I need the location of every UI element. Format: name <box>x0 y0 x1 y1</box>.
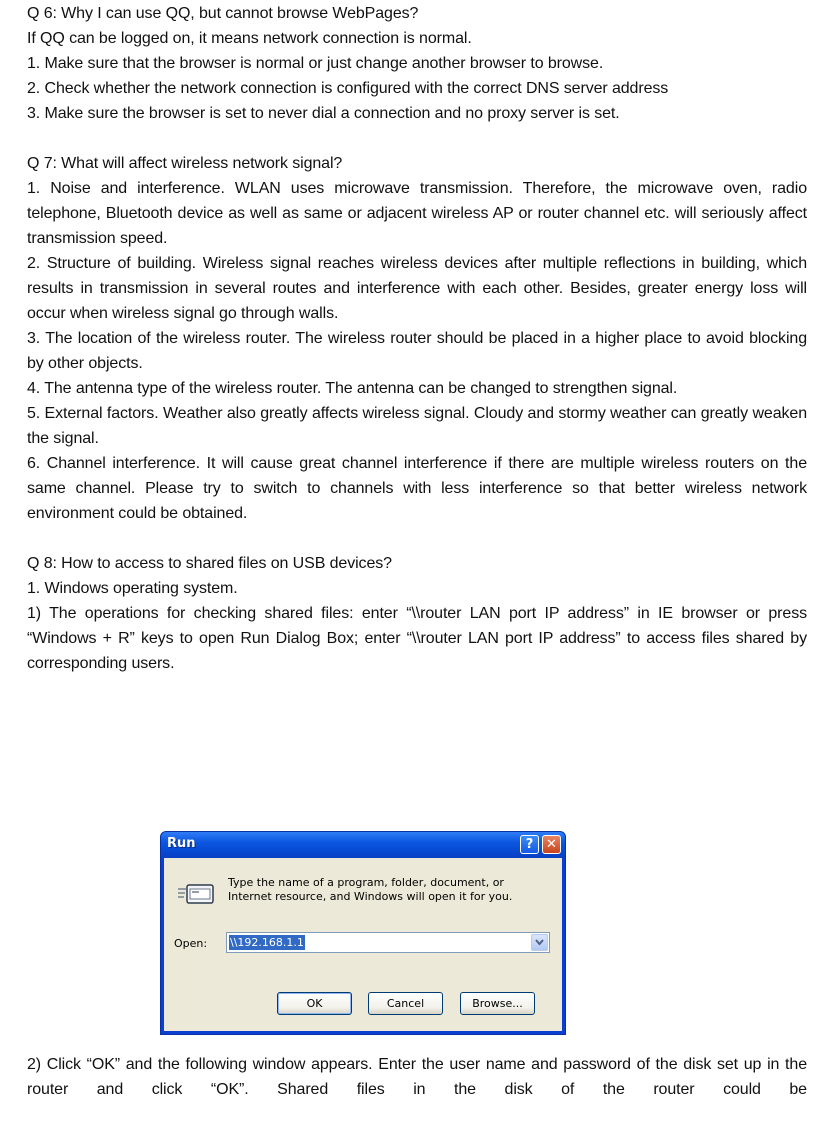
close-icon[interactable]: ✕ <box>542 835 561 854</box>
q6-item-1: 1. Make sure that the browser is normal or just change another browser to browse. <box>27 55 604 72</box>
q7-item-3: 3. The location of the wireless router. The wireless router should be placed in a higher place to avoid blocking by other objects. <box>27 330 807 372</box>
q8-step-2-block <box>27 1052 807 1102</box>
open-input[interactable]: \\192.168.1.1 <box>230 936 304 949</box>
run-titlebar[interactable] <box>161 832 565 858</box>
q6-item-3: 3. Make sure the browser is set to never dial a connection and no proxy server is set. <box>27 105 620 122</box>
q7-item-4: 4. The antenna type of the wireless router. The antenna can be changed to strengthen signal. <box>27 380 678 397</box>
q7-question: Q 7: What will affect wireless network signal? <box>27 155 343 172</box>
browse-button[interactable]: Browse... <box>460 992 535 1015</box>
q8-question: Q 8: How to access to shared files on USB devices? <box>27 555 392 572</box>
q7-item-2: 2. Structure of building. Wireless signal reaches wireless devices after multiple reflections in building, which results in transmission in several routes and interference with each other. Besides, greater energy loss will occur when wireless signal go through walls. <box>27 255 807 322</box>
run-body <box>164 858 562 1031</box>
help-icon[interactable]: ? <box>520 835 539 854</box>
run-program-icon <box>177 880 217 910</box>
q6-intro: If QQ can be logged on, it means network connection is normal. <box>27 30 472 47</box>
q7-item-6: 6. Channel interference. It will cause great channel interference if there are multiple wireless routers on the same channel. Please try to switch to channels with less interference so that better wireless network environment could be obtained. <box>27 455 807 522</box>
q7-item-1: 1. Noise and interference. WLAN uses microwave transmission. Therefore, the microwave oven, radio telephone, Bluetooth device as well as same or adjacent wireless AP or router channel etc. will seriously affect transmission speed. <box>27 180 807 247</box>
ok-button[interactable]: OK <box>277 992 352 1015</box>
q8-step-2: 2) Click “OK” and the following window appears. Enter the user name and password of the disk set up in the router and click “OK”. Shared files in the disk of the router could be <box>27 1056 807 1098</box>
run-dialog <box>160 831 566 1035</box>
q7-item-5: 5. External factors. Weather also greatly affects wireless signal. Cloudy and stormy weather can greatly weaken the signal. <box>27 405 807 447</box>
q8-step-1: 1) The operations for checking shared files: enter “\\router LAN port IP address” in IE browser or press “Windows + R” keys to open Run Dialog Box; enter “\\router LAN port IP address” to access files shared by corresponding users. <box>27 605 807 672</box>
q6-question: Q 6: Why I can use QQ, but cannot browse WebPages? <box>27 5 419 22</box>
run-title: Run <box>167 836 196 851</box>
q6-item-2: 2. Check whether the network connection is configured with the correct DNS server address <box>27 80 669 97</box>
run-description: Type the name of a program, folder, document, or Internet resource, and Windows will open it for you. <box>228 876 513 903</box>
chevron-down-icon[interactable] <box>531 934 548 951</box>
q6-section <box>27 1 807 676</box>
open-label: Open: <box>174 937 208 950</box>
open-combobox[interactable] <box>226 932 550 953</box>
cancel-button[interactable]: Cancel <box>368 992 443 1015</box>
q8-item-1: 1. Windows operating system. <box>27 580 238 597</box>
